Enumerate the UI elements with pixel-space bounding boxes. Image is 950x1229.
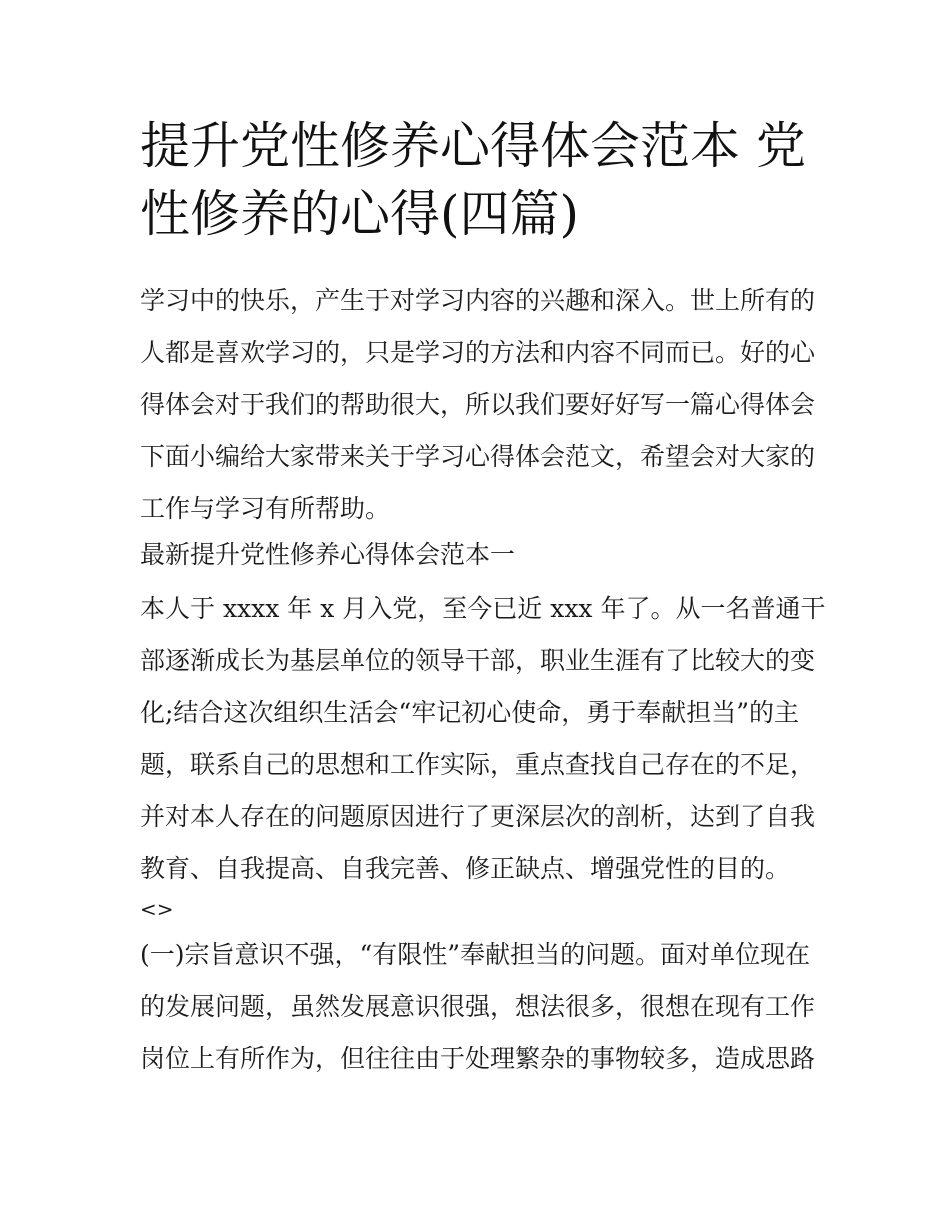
body-line-16: 岗位上有所作为，但往往由于处理繁杂的事物较多，造成思路 [140, 1044, 816, 1073]
body-line-5: 工作与学习有所帮助。 [140, 494, 391, 523]
body-line-10: 题，联系自己的思想和工作实际，重点查找自己存在的不足， [140, 750, 816, 779]
body-line-3: 得体会对于我们的帮助很大，所以我们要好好写一篇心得体会 [140, 390, 816, 419]
body-line-4: 下面小编给大家带来关于学习心得体会范文，希望会对大家的 [140, 442, 816, 471]
body-line-7: 本人于 xxxx 年 x 月入党，至今已近 xxx 年了。从一名普通干 [140, 594, 826, 623]
title-line-1: 提升党性修养心得体会范本 党 [140, 117, 806, 175]
body-line-15: 的发展问题，虽然发展意识很强，想法很多，很想在现有工作 [140, 992, 816, 1021]
body-line-1: 学习中的快乐，产生于对学习内容的兴趣和深入。世上所有的 [140, 286, 816, 315]
section-heading: 最新提升党性修养心得体会范本一 [140, 540, 516, 569]
body-line-9: 化;结合这次组织生活会“牢记初心使命，勇于奉献担当”的主 [140, 698, 799, 727]
body-line-11: 并对本人存在的问题原因进行了更深层次的剖析，达到了自我 [140, 802, 816, 831]
body-line-14: (一)宗旨意识不强，“有限性”奉献担当的问题。面对单位现在 [140, 940, 811, 969]
angle-brackets-line: <> [140, 897, 174, 921]
document-title [140, 112, 820, 248]
body-line-8: 部逐渐成长为基层单位的领导干部，职业生涯有了比较大的变 [140, 646, 816, 675]
title-line-2: 性修养的心得(四篇) [140, 185, 580, 243]
body-line-12: 教育、自我提高、自我完善、修正缺点、增强党性的目的。 [140, 854, 791, 883]
body-line-2: 人都是喜欢学习的，只是学习的方法和内容不同而已。好的心 [140, 338, 816, 367]
